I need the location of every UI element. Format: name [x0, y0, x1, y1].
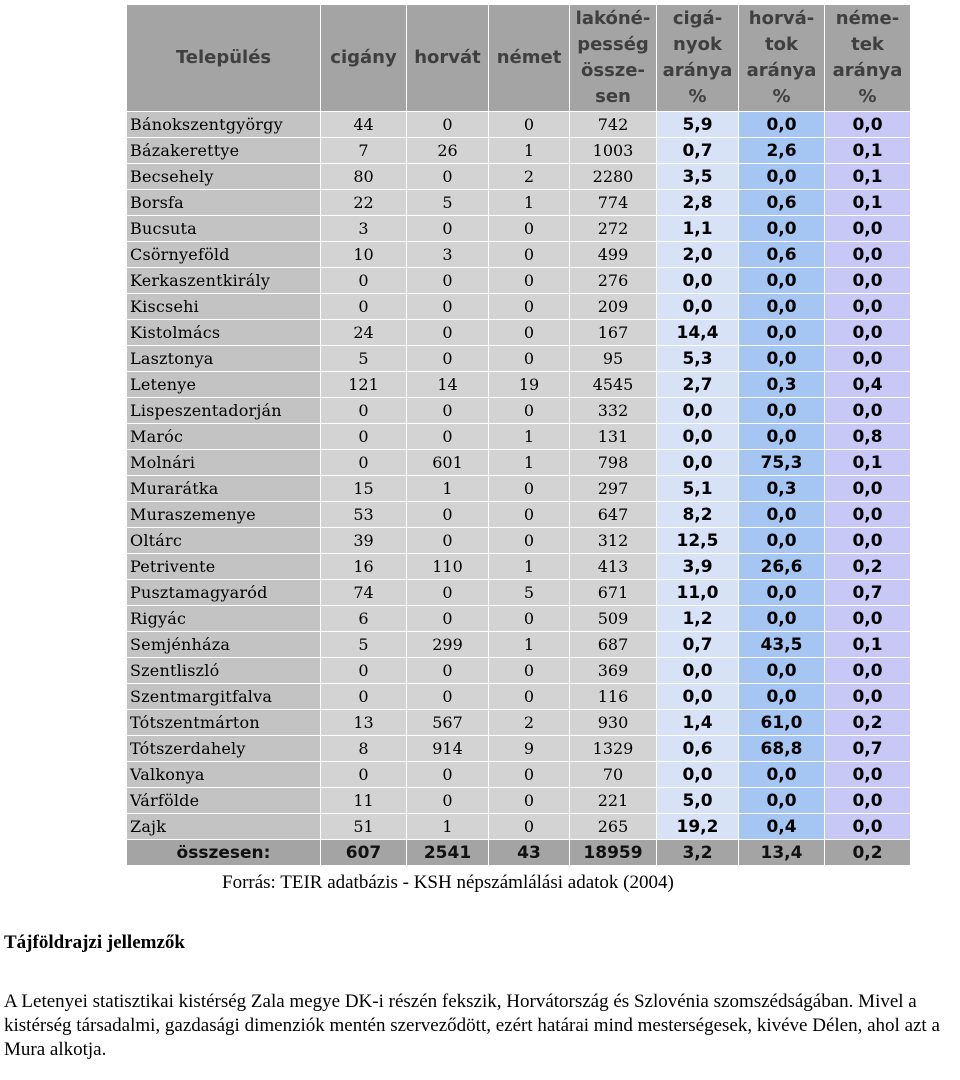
roma-ratio-cell: 3,5 [657, 164, 739, 190]
croatian-cell: 14 [407, 372, 489, 398]
croatian-ratio-cell: 0,0 [739, 762, 825, 788]
roma-ratio-cell: 5,1 [657, 476, 739, 502]
settlement-cell: Bucsuta [127, 216, 321, 242]
croatian-ratio-cell: 0,0 [739, 320, 825, 346]
settlement-cell: Rigyác [127, 606, 321, 632]
german-ratio-cell: 0,2 [825, 710, 911, 736]
settlement-cell: Bánokszentgyörgy [127, 112, 321, 138]
population-cell: 742 [570, 112, 657, 138]
croatian-cell: 0 [407, 346, 489, 372]
settlement-cell: Kistolmács [127, 320, 321, 346]
croatian-ratio-cell: 0,0 [739, 528, 825, 554]
population-cell: 209 [570, 294, 657, 320]
population-cell: 297 [570, 476, 657, 502]
croatian-ratio-cell: 0,0 [739, 346, 825, 372]
roma-ratio-cell: 0,0 [657, 684, 739, 710]
croatian-cell: 914 [407, 736, 489, 762]
population-cell: 369 [570, 658, 657, 684]
german-cell: 2 [489, 164, 570, 190]
table-row [127, 372, 911, 398]
population-cell: 265 [570, 814, 657, 840]
roma-ratio-cell: 0,0 [657, 268, 739, 294]
table-row [127, 710, 911, 736]
croatian-cell: 0 [407, 580, 489, 606]
population-cell: 131 [570, 424, 657, 450]
german-ratio-cell: 0,0 [825, 502, 911, 528]
population-cell: 413 [570, 554, 657, 580]
table-row [127, 788, 911, 814]
croatian-cell: 110 [407, 554, 489, 580]
croatian-cell: 0 [407, 320, 489, 346]
german-ratio-cell: 0,1 [825, 138, 911, 164]
croatian-cell: 0 [407, 398, 489, 424]
croatian-ratio-cell: 0,0 [739, 164, 825, 190]
german-cell: 19 [489, 372, 570, 398]
population-cell: 687 [570, 632, 657, 658]
german-ratio-cell: 0,7 [825, 736, 911, 762]
german-ratio-cell: 0,0 [825, 346, 911, 372]
total-roma-ratio: 3,2 [657, 840, 739, 866]
croatian-cell: 0 [407, 216, 489, 242]
roma-cell: 5 [321, 632, 407, 658]
settlement-cell: Bázakerettye [127, 138, 321, 164]
population-cell: 95 [570, 346, 657, 372]
roma-ratio-cell: 0,0 [657, 658, 739, 684]
roma-ratio-cell: 5,3 [657, 346, 739, 372]
total-croatian-ratio: 13,4 [739, 840, 825, 866]
german-cell: 0 [489, 216, 570, 242]
roma-cell: 39 [321, 528, 407, 554]
roma-cell: 0 [321, 398, 407, 424]
settlement-cell: Letenye [127, 372, 321, 398]
population-cell: 276 [570, 268, 657, 294]
table-row [127, 216, 911, 242]
header-croatian-ratio: horvá- tok aránya % [739, 5, 825, 112]
table-row [127, 294, 911, 320]
roma-cell: 11 [321, 788, 407, 814]
croatian-ratio-cell: 26,6 [739, 554, 825, 580]
roma-ratio-cell: 1,1 [657, 216, 739, 242]
roma-ratio-cell: 0,0 [657, 294, 739, 320]
croatian-ratio-cell: 0,0 [739, 424, 825, 450]
header-settlement: Település [127, 5, 321, 112]
population-cell: 167 [570, 320, 657, 346]
table-row [127, 502, 911, 528]
total-german: 43 [489, 840, 570, 866]
roma-ratio-cell: 12,5 [657, 528, 739, 554]
german-cell: 0 [489, 658, 570, 684]
croatian-cell: 0 [407, 788, 489, 814]
croatian-ratio-cell: 0,6 [739, 190, 825, 216]
table-total-row [127, 840, 911, 866]
table-row [127, 242, 911, 268]
population-cell: 499 [570, 242, 657, 268]
table-row [127, 190, 911, 216]
table-row [127, 762, 911, 788]
roma-ratio-cell: 0,7 [657, 138, 739, 164]
roma-ratio-cell: 14,4 [657, 320, 739, 346]
roma-cell: 0 [321, 684, 407, 710]
total-population: 18959 [570, 840, 657, 866]
german-cell: 2 [489, 710, 570, 736]
roma-cell: 10 [321, 242, 407, 268]
table-row [127, 450, 911, 476]
table-row [127, 112, 911, 138]
table-row [127, 424, 911, 450]
population-cell: 798 [570, 450, 657, 476]
population-cell: 221 [570, 788, 657, 814]
croatian-cell: 0 [407, 424, 489, 450]
german-cell: 0 [489, 476, 570, 502]
table-row [127, 164, 911, 190]
settlement-cell: Szentmargitfalva [127, 684, 321, 710]
german-ratio-cell: 0,0 [825, 294, 911, 320]
roma-cell: 15 [321, 476, 407, 502]
roma-cell: 0 [321, 450, 407, 476]
croatian-ratio-cell: 0,0 [739, 268, 825, 294]
settlement-cell: Tótszerdahely [127, 736, 321, 762]
roma-cell: 0 [321, 424, 407, 450]
settlement-cell: Molnári [127, 450, 321, 476]
german-cell: 0 [489, 398, 570, 424]
settlement-cell: Kerkaszentkirály [127, 268, 321, 294]
roma-cell: 22 [321, 190, 407, 216]
settlement-cell: Petrivente [127, 554, 321, 580]
german-ratio-cell: 0,2 [825, 554, 911, 580]
roma-ratio-cell: 0,7 [657, 632, 739, 658]
croatian-cell: 0 [407, 684, 489, 710]
croatian-cell: 5 [407, 190, 489, 216]
german-ratio-cell: 0,0 [825, 814, 911, 840]
population-cell: 671 [570, 580, 657, 606]
german-cell: 0 [489, 528, 570, 554]
croatian-cell: 1 [407, 814, 489, 840]
roma-ratio-cell: 0,0 [657, 398, 739, 424]
table-row [127, 736, 911, 762]
settlement-cell: Várfölde [127, 788, 321, 814]
population-cell: 1003 [570, 138, 657, 164]
settlement-cell: Becsehely [127, 164, 321, 190]
croatian-cell: 299 [407, 632, 489, 658]
german-ratio-cell: 0,0 [825, 762, 911, 788]
roma-cell: 24 [321, 320, 407, 346]
croatian-ratio-cell: 2,6 [739, 138, 825, 164]
roma-ratio-cell: 2,7 [657, 372, 739, 398]
population-cell: 2280 [570, 164, 657, 190]
roma-cell: 6 [321, 606, 407, 632]
total-croatian: 2541 [407, 840, 489, 866]
german-ratio-cell: 0,0 [825, 242, 911, 268]
croatian-cell: 0 [407, 762, 489, 788]
roma-ratio-cell: 1,4 [657, 710, 739, 736]
german-ratio-cell: 0,0 [825, 268, 911, 294]
croatian-ratio-cell: 0,0 [739, 216, 825, 242]
settlement-cell: Maróc [127, 424, 321, 450]
roma-ratio-cell: 2,8 [657, 190, 739, 216]
german-ratio-cell: 0,0 [825, 476, 911, 502]
german-cell: 0 [489, 606, 570, 632]
header-roma-ratio: cigá- nyok aránya % [657, 5, 739, 112]
croatian-cell: 0 [407, 268, 489, 294]
roma-ratio-cell: 1,2 [657, 606, 739, 632]
german-ratio-cell: 0,1 [825, 190, 911, 216]
roma-cell: 121 [321, 372, 407, 398]
roma-ratio-cell: 5,9 [657, 112, 739, 138]
croatian-ratio-cell: 0,3 [739, 372, 825, 398]
table-row [127, 528, 911, 554]
croatian-ratio-cell: 0,0 [739, 684, 825, 710]
settlement-cell: Szentliszló [127, 658, 321, 684]
german-ratio-cell: 0,1 [825, 164, 911, 190]
header-croatian: horvát [407, 5, 489, 112]
german-ratio-cell: 0,0 [825, 658, 911, 684]
total-german-ratio: 0,2 [825, 840, 911, 866]
roma-ratio-cell: 0,0 [657, 450, 739, 476]
croatian-ratio-cell: 75,3 [739, 450, 825, 476]
population-cell: 272 [570, 216, 657, 242]
roma-cell: 74 [321, 580, 407, 606]
total-label: összesen: [127, 840, 321, 866]
croatian-cell: 0 [407, 164, 489, 190]
german-ratio-cell: 0,0 [825, 398, 911, 424]
settlement-cell: Csörnyeföld [127, 242, 321, 268]
german-cell: 1 [489, 554, 570, 580]
croatian-cell: 567 [407, 710, 489, 736]
table-row [127, 320, 911, 346]
croatian-ratio-cell: 0,0 [739, 658, 825, 684]
roma-cell: 44 [321, 112, 407, 138]
german-cell: 0 [489, 112, 570, 138]
settlement-cell: Lasztonya [127, 346, 321, 372]
roma-ratio-cell: 0,6 [657, 736, 739, 762]
croatian-ratio-cell: 0,0 [739, 112, 825, 138]
population-cell: 312 [570, 528, 657, 554]
table-row [127, 268, 911, 294]
croatian-ratio-cell: 0,0 [739, 606, 825, 632]
population-cell: 930 [570, 710, 657, 736]
german-ratio-cell: 0,0 [825, 684, 911, 710]
german-cell: 0 [489, 788, 570, 814]
settlement-cell: Zajk [127, 814, 321, 840]
german-ratio-cell: 0,1 [825, 450, 911, 476]
roma-cell: 80 [321, 164, 407, 190]
roma-cell: 53 [321, 502, 407, 528]
settlement-cell: Borsfa [127, 190, 321, 216]
roma-ratio-cell: 3,9 [657, 554, 739, 580]
roma-ratio-cell: 8,2 [657, 502, 739, 528]
roma-cell: 0 [321, 658, 407, 684]
roma-cell: 0 [321, 762, 407, 788]
german-ratio-cell: 0,8 [825, 424, 911, 450]
table-row [127, 814, 911, 840]
german-cell: 0 [489, 242, 570, 268]
roma-cell: 5 [321, 346, 407, 372]
german-cell: 0 [489, 294, 570, 320]
population-cell: 70 [570, 762, 657, 788]
table-row [127, 398, 911, 424]
settlement-cell: Lispeszentadorján [127, 398, 321, 424]
german-ratio-cell: 0,0 [825, 788, 911, 814]
section-heading: Tájföldrajzi jellemzők [4, 932, 185, 953]
settlement-cell: Oltárc [127, 528, 321, 554]
roma-ratio-cell: 0,0 [657, 424, 739, 450]
settlement-cell: Tótszentmárton [127, 710, 321, 736]
roma-ratio-cell: 2,0 [657, 242, 739, 268]
table-row [127, 138, 911, 164]
german-ratio-cell: 0,4 [825, 372, 911, 398]
source-caption: Forrás: TEIR adatbázis - KSH népszámlálási adatok (2004) [222, 872, 674, 893]
table-header-row [127, 5, 911, 112]
settlement-cell: Semjénháza [127, 632, 321, 658]
settlement-cell: Pusztamagyaród [127, 580, 321, 606]
table-row [127, 684, 911, 710]
german-cell: 0 [489, 320, 570, 346]
german-ratio-cell: 0,7 [825, 580, 911, 606]
roma-ratio-cell: 0,0 [657, 762, 739, 788]
roma-cell: 0 [321, 268, 407, 294]
croatian-cell: 601 [407, 450, 489, 476]
population-cell: 509 [570, 606, 657, 632]
header-roma: cigány [321, 5, 407, 112]
german-ratio-cell: 0,0 [825, 528, 911, 554]
german-cell: 0 [489, 346, 570, 372]
population-cell: 4545 [570, 372, 657, 398]
roma-ratio-cell: 11,0 [657, 580, 739, 606]
croatian-ratio-cell: 61,0 [739, 710, 825, 736]
header-german: német [489, 5, 570, 112]
header-german-ratio: néme- tek aránya % [825, 5, 911, 112]
german-cell: 1 [489, 138, 570, 164]
german-cell: 0 [489, 268, 570, 294]
population-cell: 332 [570, 398, 657, 424]
table-row [127, 580, 911, 606]
table-row [127, 346, 911, 372]
croatian-cell: 26 [407, 138, 489, 164]
roma-cell: 16 [321, 554, 407, 580]
population-cell: 1329 [570, 736, 657, 762]
population-table [126, 4, 911, 866]
croatian-ratio-cell: 0,0 [739, 580, 825, 606]
german-cell: 0 [489, 684, 570, 710]
body-paragraph: A Letenyei statisztikai kistérség Zala megye DK-i részén fekszik, Horvátország és Szlovénia szomszédságában. Mivel a kistérség társadalmi, gazdasági dimenziók mentén szerveződött, ezért határai mind mesterségesek, kivéve Délen, ahol azt a Mura alkotja. [4, 991, 940, 1060]
roma-ratio-cell: 19,2 [657, 814, 739, 840]
croatian-ratio-cell: 0,0 [739, 398, 825, 424]
table-row [127, 606, 911, 632]
croatian-cell: 0 [407, 528, 489, 554]
croatian-cell: 1 [407, 476, 489, 502]
croatian-cell: 0 [407, 112, 489, 138]
german-cell: 5 [489, 580, 570, 606]
roma-cell: 0 [321, 294, 407, 320]
german-ratio-cell: 0,0 [825, 216, 911, 242]
population-cell: 647 [570, 502, 657, 528]
settlement-cell: Murarátka [127, 476, 321, 502]
settlement-cell: Valkonya [127, 762, 321, 788]
population-cell: 116 [570, 684, 657, 710]
roma-cell: 3 [321, 216, 407, 242]
roma-cell: 51 [321, 814, 407, 840]
german-cell: 1 [489, 424, 570, 450]
roma-cell: 8 [321, 736, 407, 762]
table-row [127, 476, 911, 502]
german-cell: 1 [489, 450, 570, 476]
german-cell: 1 [489, 190, 570, 216]
croatian-ratio-cell: 0,6 [739, 242, 825, 268]
croatian-ratio-cell: 0,3 [739, 476, 825, 502]
croatian-ratio-cell: 68,8 [739, 736, 825, 762]
german-ratio-cell: 0,0 [825, 112, 911, 138]
population-cell: 774 [570, 190, 657, 216]
german-ratio-cell: 0,0 [825, 320, 911, 346]
croatian-ratio-cell: 43,5 [739, 632, 825, 658]
croatian-cell: 0 [407, 502, 489, 528]
total-roma: 607 [321, 840, 407, 866]
german-cell: 1 [489, 632, 570, 658]
german-cell: 0 [489, 502, 570, 528]
settlement-cell: Kiscsehi [127, 294, 321, 320]
header-population-total: lakóné- pesség össze- sen [570, 5, 657, 112]
croatian-cell: 0 [407, 606, 489, 632]
table-row [127, 554, 911, 580]
table-row [127, 632, 911, 658]
settlement-cell: Muraszemenye [127, 502, 321, 528]
croatian-cell: 0 [407, 294, 489, 320]
croatian-cell: 0 [407, 658, 489, 684]
german-cell: 9 [489, 736, 570, 762]
croatian-cell: 3 [407, 242, 489, 268]
german-ratio-cell: 0,1 [825, 632, 911, 658]
croatian-ratio-cell: 0,0 [739, 294, 825, 320]
german-cell: 0 [489, 762, 570, 788]
roma-cell: 13 [321, 710, 407, 736]
german-ratio-cell: 0,0 [825, 606, 911, 632]
roma-ratio-cell: 5,0 [657, 788, 739, 814]
croatian-ratio-cell: 0,4 [739, 814, 825, 840]
roma-cell: 7 [321, 138, 407, 164]
croatian-ratio-cell: 0,0 [739, 788, 825, 814]
croatian-ratio-cell: 0,0 [739, 502, 825, 528]
table-row [127, 658, 911, 684]
german-cell: 0 [489, 814, 570, 840]
